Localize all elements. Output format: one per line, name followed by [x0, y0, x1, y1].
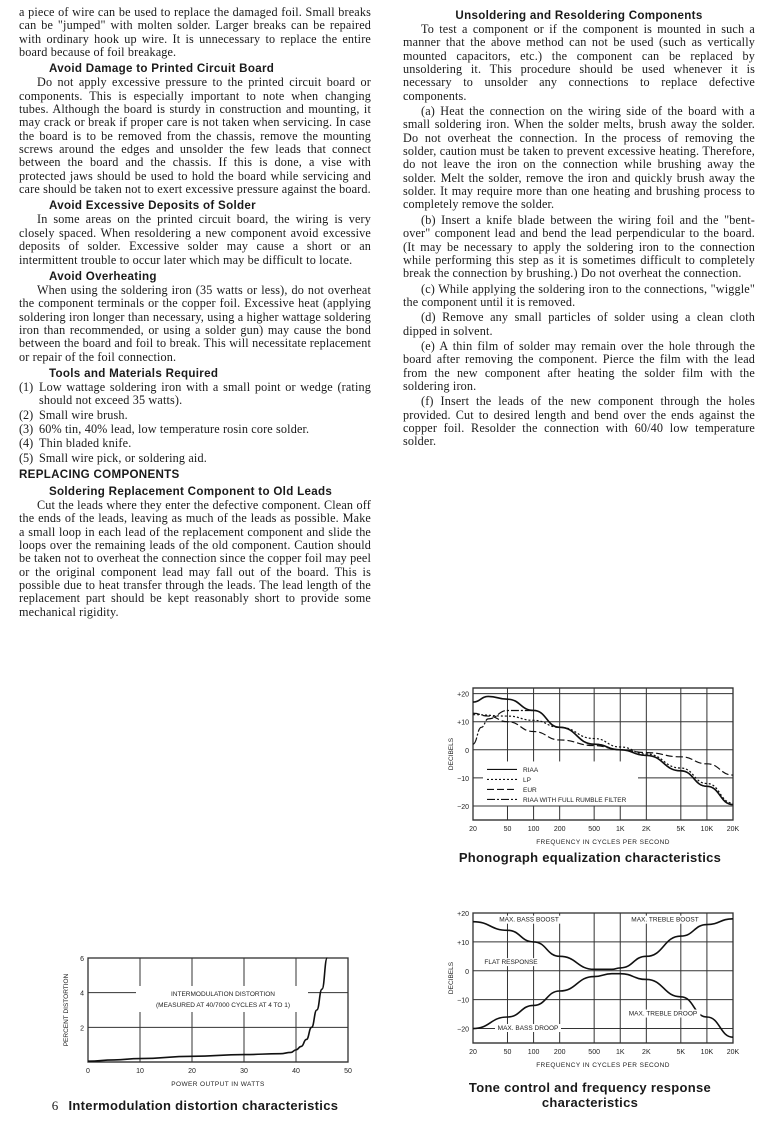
- tone-caption: Tone control and frequency response characteristics: [468, 1080, 712, 1110]
- x-tick-label: 40: [292, 1068, 300, 1075]
- tools-item: [19, 381, 371, 408]
- x-tick-label: 100: [527, 826, 540, 833]
- phono-caption: Phonograph equalization characteristics: [458, 850, 722, 865]
- section-paragraph: In some areas on the printed circuit board, the wiring is very closely spaced. When resoldering a new component avoid excessive deposits of solder. Excessive solder may cause a short or an intermittent trouble to occur later which may be difficult to locate.: [19, 212, 371, 267]
- x-tick-label: 2K: [642, 826, 651, 833]
- x-tick-label: 500: [588, 1049, 600, 1056]
- x-tick-label: 20: [469, 826, 477, 833]
- y-axis-label: PERCENT DISTORTION: [63, 973, 70, 1047]
- chart-annotation: MAX. BASS DROOP: [497, 1025, 559, 1032]
- intro-paragraph: a piece of wire can be used to replace the damaged foil. Small breaks can be "jumped" with molten solder. Larger breaks can be repaired with ordinary hook up wire. It is unnecessary to replace the entire board because of foil breakage.: [19, 5, 371, 60]
- imd-chart-svg: [58, 950, 358, 1100]
- legend-label: LP: [523, 776, 531, 784]
- chart-annotation: MAX. BASS BOOST: [499, 916, 559, 924]
- y-tick-label: −20: [457, 1026, 469, 1034]
- y-tick-label: −10: [457, 997, 469, 1005]
- tools-list: [19, 381, 371, 465]
- phono-chart: [440, 680, 750, 850]
- y-tick-label: +10: [457, 719, 469, 727]
- section-heading: Avoid Excessive Deposits of Solder: [49, 199, 256, 213]
- item-text: Thin bladed knife.: [39, 436, 132, 451]
- x-tick-label: 2K: [642, 1049, 651, 1056]
- tools-heading: Tools and Materials Required: [49, 366, 219, 380]
- tone-chart: [440, 905, 750, 1077]
- x-tick-label: 20: [188, 1068, 196, 1075]
- item-number: (2): [19, 407, 34, 422]
- x-tick-label: 20: [469, 1049, 477, 1056]
- section-heading: Avoid Overheating: [49, 269, 157, 283]
- item-text: Small wire pick, or soldering aid.: [39, 450, 207, 465]
- item-text: 60% tin, 40% lead, low temperature rosin core solder.: [39, 421, 310, 436]
- item-number: (5): [19, 450, 34, 465]
- item-number: (3): [19, 421, 34, 436]
- tone-chart-svg: [440, 905, 750, 1077]
- y-tick-label: 0: [465, 747, 469, 755]
- step-c: (c) While applying the soldering iron to the connections, "wiggle" the component until it is removed.: [403, 281, 755, 309]
- section-heading: Avoid Damage to Printed Circuit Board: [49, 62, 275, 76]
- phono-chart-svg: [440, 680, 750, 850]
- y-tick-label: −10: [457, 775, 469, 783]
- x-axis-label: FREQUENCY IN CYCLES PER SECOND: [536, 839, 670, 846]
- x-tick-label: 1K: [615, 1049, 625, 1056]
- x-tick-label: 500: [588, 826, 600, 833]
- unsoldering-heading: Unsoldering and Resoldering Components: [455, 9, 703, 22]
- y-tick-label: 0: [465, 968, 469, 976]
- step-e: (e) A thin film of solder may remain over the hole through the board after removing the component. Pierce the film with the lead from the new component after heating the solder film with the soldering iron.: [403, 338, 755, 393]
- x-tick-label: 200: [553, 1049, 566, 1056]
- tools-item: [19, 409, 371, 422]
- x-axis-label: POWER OUTPUT IN WATTS: [171, 1081, 265, 1088]
- chart-annotation: MAX. TREBLE BOOST: [631, 916, 699, 924]
- imd-chart: [58, 950, 358, 1100]
- y-tick-label: 2: [80, 1025, 84, 1033]
- step-f: (f) Insert the leads of the new component through the holes provided. Cut to desired length and bend over the ends against the copper foil. Resolder the connection with 60/40 low temperature solder.: [403, 394, 755, 449]
- y-tick-label: 4: [80, 990, 84, 998]
- replacing-heading: REPLACING COMPONENTS: [19, 467, 180, 481]
- plot-frame: [473, 913, 733, 1043]
- x-axis-label: FREQUENCY IN CYCLES PER SECOND: [536, 1062, 670, 1069]
- x-tick-label: 10K: [700, 1049, 714, 1056]
- x-tick-label: 5K: [676, 1049, 686, 1056]
- legend-label: EUR: [523, 786, 537, 794]
- x-tick-label: 20K: [726, 826, 740, 833]
- legend-label: RIAA: [523, 766, 539, 774]
- x-tick-label: 0: [86, 1068, 90, 1075]
- x-tick-label: 1K: [615, 826, 625, 833]
- y-tick-label: −20: [457, 803, 469, 811]
- old-leads-heading: Soldering Replacement Component to Old Leads: [49, 484, 333, 498]
- tools-item: [19, 437, 371, 450]
- x-tick-label: 5K: [676, 826, 686, 833]
- x-tick-label: 200: [553, 826, 566, 833]
- right-column: [403, 6, 755, 451]
- y-tick-label: +20: [457, 691, 469, 699]
- x-tick-label: 10: [136, 1068, 144, 1075]
- section-paragraph: When using the soldering iron (35 watts or less), do not overheat the component terminals or the copper foil. Excessive heat (applying soldering iron longer than necessary, using a higher wattage soldering iron than recommended, or using a solder gun) may cause the bond between the board and foil to break. This will necessitate replacement or repair of the foil connection.: [19, 282, 371, 364]
- page-number: 6: [51, 1098, 59, 1113]
- x-tick-label: 50: [503, 1049, 512, 1056]
- item-number: (1): [19, 379, 34, 394]
- imd-caption: [20, 1098, 370, 1114]
- chart-annotation: (MEASURED AT 40/7000 CYCLES AT 4 TO 1): [155, 1002, 291, 1009]
- chart-annotation: MAX. TREBLE DROOP: [628, 1010, 698, 1018]
- x-tick-label: 30: [240, 1068, 248, 1075]
- x-tick-label: 50: [344, 1068, 352, 1075]
- item-text: Low wattage soldering iron with a small point or wedge (rating should not exceed 35 watts).: [39, 379, 371, 408]
- left-column: [19, 6, 371, 621]
- old-leads-paragraph: Cut the leads where they enter the defective component. Clean off the ends of the leads, leaving as much of the leads as possible. Make a small loop in each lead of the replacement component and slide the loops over the remaining leads of the old component. Caution should be taken not to overheat the connection since the copper foil may peel or the original component lead may fall out of the board. This is possible due to heat transfer through the leads. The lead length of the replacement part should be kept reasonably short to provide some mechanical rigidity.: [19, 497, 371, 619]
- chart-annotation: FLAT RESPONSE: [484, 959, 538, 967]
- item-text: Small wire brush.: [39, 407, 128, 422]
- section-paragraph: Do not apply excessive pressure to the printed circuit board or components. This is especially important to note when changing tubes. Although the board is sturdy in construction and mounting, it may crack or break if proper care is not taken when servicing. In case the board is to be removed from the chassis, remove the mounting screws around the edges and unsolder the few leads that connect between the board and the chassis. If this is done, a vise with protected jaws should be used to hold the board while servicing and care should be taken not to exert excessive pressure against the board.: [19, 75, 371, 197]
- x-tick-label: 100: [527, 1049, 540, 1056]
- y-axis-label: DECIBELS: [448, 737, 455, 771]
- item-number: (4): [19, 436, 34, 451]
- chart-annotation: INTERMODULATION DISTORTION: [170, 991, 276, 998]
- y-tick-label: +10: [457, 939, 469, 947]
- imd-caption-text: Intermodulation distortion characteristics: [68, 1098, 339, 1113]
- legend-label: RIAA WITH FULL RUMBLE FILTER: [523, 796, 627, 804]
- tools-item: [19, 423, 371, 436]
- x-tick-label: 20K: [726, 1049, 740, 1056]
- x-tick-label: 50: [503, 826, 512, 833]
- step-d: (d) Remove any small particles of solder using a clean cloth dipped in solvent.: [403, 310, 755, 338]
- step-a: (a) Heat the connection on the wiring side of the board with a small soldering iron. When the solder melts, brush away the solder. Do not overheat the connection. In the process of removing the solder, caution must be taken to prevent excessive heating. Therefore, do not leave the iron on the connection while brushing away the solder. Melt the solder, remove the iron and quickly brush away the solder. It may require more than one heating and brushing process to completely remove the solder.: [403, 104, 755, 212]
- y-tick-label: 6: [80, 956, 84, 963]
- x-tick-label: 10K: [700, 826, 714, 833]
- y-tick-label: +20: [457, 911, 469, 918]
- unsoldering-intro: To test a component or if the component is mounted in such a manner that the above method can not be used (such as vertically mounted capacitors, etc.) the component can be replaced by unsoldering it. This procedure should be used whenever it is necessary to unsolder any connections to replace defective components.: [403, 22, 755, 103]
- y-axis-label: DECIBELS: [448, 961, 455, 995]
- step-b: (b) Insert a knife blade between the wiring foil and the "bent-over" component lead and bend the lead perpendicular to the board. (It may be necessary to apply the soldering iron to the connection while performing this step as it is sometimes difficult to completely break the connection by brushing.) Do not overheat the connection.: [403, 212, 755, 281]
- tools-item: [19, 452, 371, 465]
